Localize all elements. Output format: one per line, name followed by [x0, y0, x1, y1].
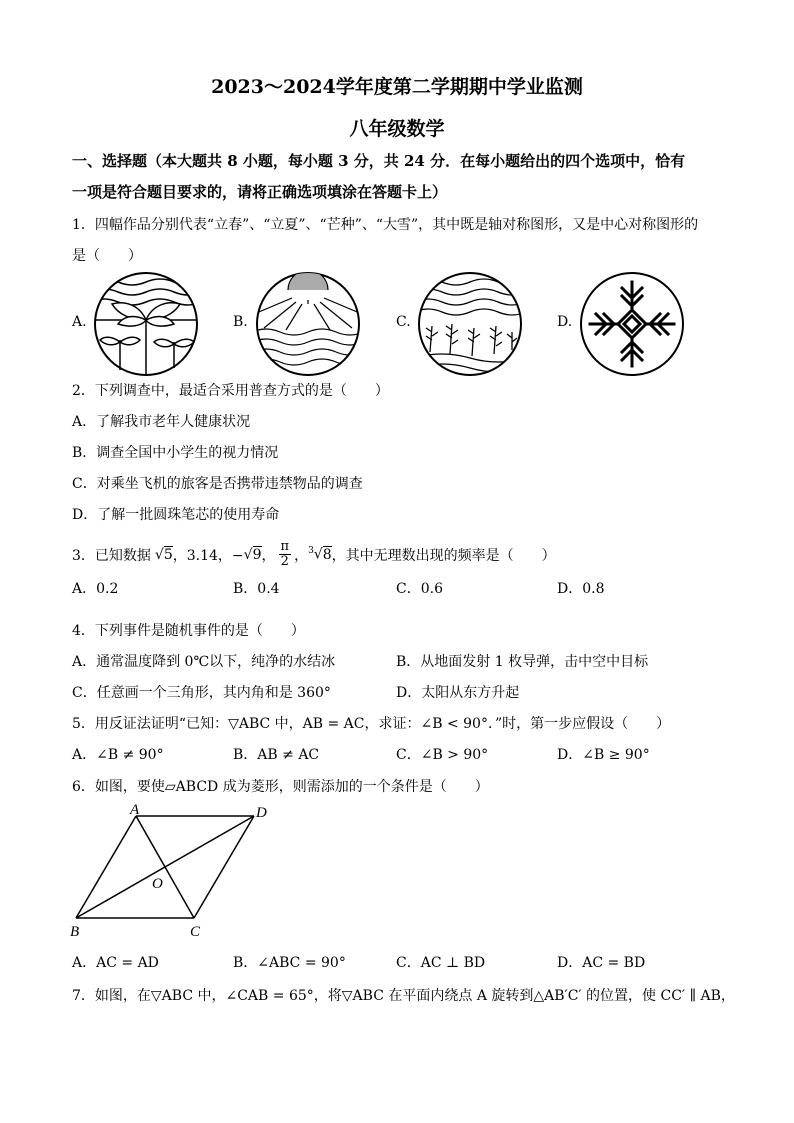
- parallelogram-figure: [68, 800, 278, 940]
- side-dc: [194, 816, 254, 918]
- question-3-mid2: ，: [261, 547, 276, 564]
- question-2-stem: 2．下列调查中，最适合采用普查方式的是（ ）: [72, 383, 389, 399]
- question-7-stem: 7．如图，在▽ABC 中，∠CAB = 65°，将▽ABC 在平面内绕点 A 旋转到△AB′C′ 的位置，使 CC′ ∥ AB，: [72, 988, 735, 1004]
- cube-root-8-expression: $^3$√8: [308, 546, 332, 563]
- question-1-stem-line1: 1．四幅作品分别代表“立春”、“立夏”、“芒种”、“大雪”，其中既是轴对称图形，又是中心对称图形的: [72, 217, 699, 233]
- question-3-stem: [72, 540, 556, 569]
- question-1-option-b-label: B.: [233, 314, 248, 330]
- question-6-option-c: C．AC ⊥ BD: [396, 955, 486, 971]
- question-6-stem: 6．如图，要使▱ABCD 成为菱形，则需添加的一个条件是（ ）: [72, 779, 489, 795]
- question-5-option-d: D．∠B ≥ 90°: [557, 747, 650, 763]
- sqrt-9-expression: √9: [243, 546, 262, 563]
- question-4-stem: 4．下列事件是随机事件的是（ ）: [72, 623, 305, 639]
- vertex-label-c: C: [190, 924, 201, 940]
- question-5-option-c: C．∠B > 90°: [396, 747, 489, 763]
- vertex-label-d: D: [256, 805, 267, 821]
- question-5-option-b: B．AB ≠ AC: [233, 747, 320, 763]
- vertex-label-b: B: [70, 924, 80, 940]
- figure-a-spring: [90, 270, 202, 378]
- question-3-option-d: D．0.8: [557, 581, 605, 597]
- section-heading-line1: 一、选择题（本大题共 8 小题，每小题 3 分，共 24 分．在每小题给出的四个选项中，恰有: [72, 152, 686, 170]
- question-4-option-a: A．通常温度降到 0℃以下，纯净的水结冰: [72, 654, 336, 670]
- sqrt-5-expression: √5: [154, 546, 173, 563]
- question-2-option-c: C．对乘坐飞机的旅客是否携带违禁物品的调查: [72, 476, 363, 492]
- question-2-option-d: D．了解一批圆珠笔芯的使用寿命: [72, 507, 280, 523]
- question-6-option-b: B．∠ABC = 90°: [233, 955, 346, 971]
- cube-root-radicand: 8: [322, 546, 332, 563]
- cube-root-index: 3: [308, 546, 314, 557]
- question-4-option-d: D．太阳从东方升起: [396, 685, 520, 701]
- question-3-stem-pre: 3．已知数据: [72, 547, 151, 564]
- question-3-mid1: ，3.14，−: [172, 547, 244, 564]
- question-3-option-b: B．0.4: [233, 581, 280, 597]
- question-4-option-c: C．任意画一个三角形，其内角和是 360°: [72, 685, 331, 701]
- fraction-numerator: π: [280, 539, 290, 554]
- question-2-option-a: A．了解我市老年人健康状况: [72, 414, 251, 430]
- figure-b-summer: [252, 270, 364, 378]
- question-5-option-a: A．∠B ≠ 90°: [72, 747, 164, 763]
- figure-d-snowflake: [576, 270, 688, 378]
- sqrt-9-radicand: 9: [252, 546, 262, 563]
- question-3-mid3: ，: [294, 547, 309, 564]
- pi-over-2-fraction: [279, 540, 292, 569]
- fraction-denominator: 2: [280, 554, 289, 569]
- sqrt-5-radicand: 5: [163, 546, 173, 563]
- question-3-option-a: A．0.2: [72, 581, 119, 597]
- question-1-option-a-label: A.: [72, 314, 87, 330]
- question-3-stem-post: ，其中无理数出现的频率是（ ）: [331, 547, 556, 564]
- question-6-option-a: A．AC = AD: [72, 955, 159, 971]
- diagonal-bd: [76, 816, 254, 918]
- question-1-option-c-label: C.: [396, 314, 411, 330]
- question-5-stem: 5．用反证法证明“已知：▽ABC 中，AB = AC，求证：∠B < 90°．”时，第一步应假设（ ）: [72, 716, 671, 732]
- vertex-label-o: O: [152, 876, 163, 892]
- question-1-stem-line2: 是（ ）: [72, 248, 142, 264]
- question-2-option-b: B．调查全国中小学生的视力情况: [72, 445, 279, 461]
- question-1-option-d-label: D.: [557, 314, 573, 330]
- side-ab: [76, 816, 136, 918]
- figure-c-grain: [414, 270, 526, 378]
- page-title: 2023～2024学年度第二学期期中学业监测: [211, 76, 583, 98]
- question-4-option-b: B．从地面发射 1 枚导弹，击中空中目标: [396, 654, 649, 670]
- question-6-option-d: D．AC = BD: [557, 955, 646, 971]
- question-3-option-c: C．0.6: [396, 581, 443, 597]
- vertex-label-a: A: [130, 802, 140, 818]
- section-heading-line2: 一项是符合题目要求的，请将正确选项填涂在答题卡上）: [72, 183, 448, 201]
- page-subtitle: 八年级数学: [349, 118, 445, 140]
